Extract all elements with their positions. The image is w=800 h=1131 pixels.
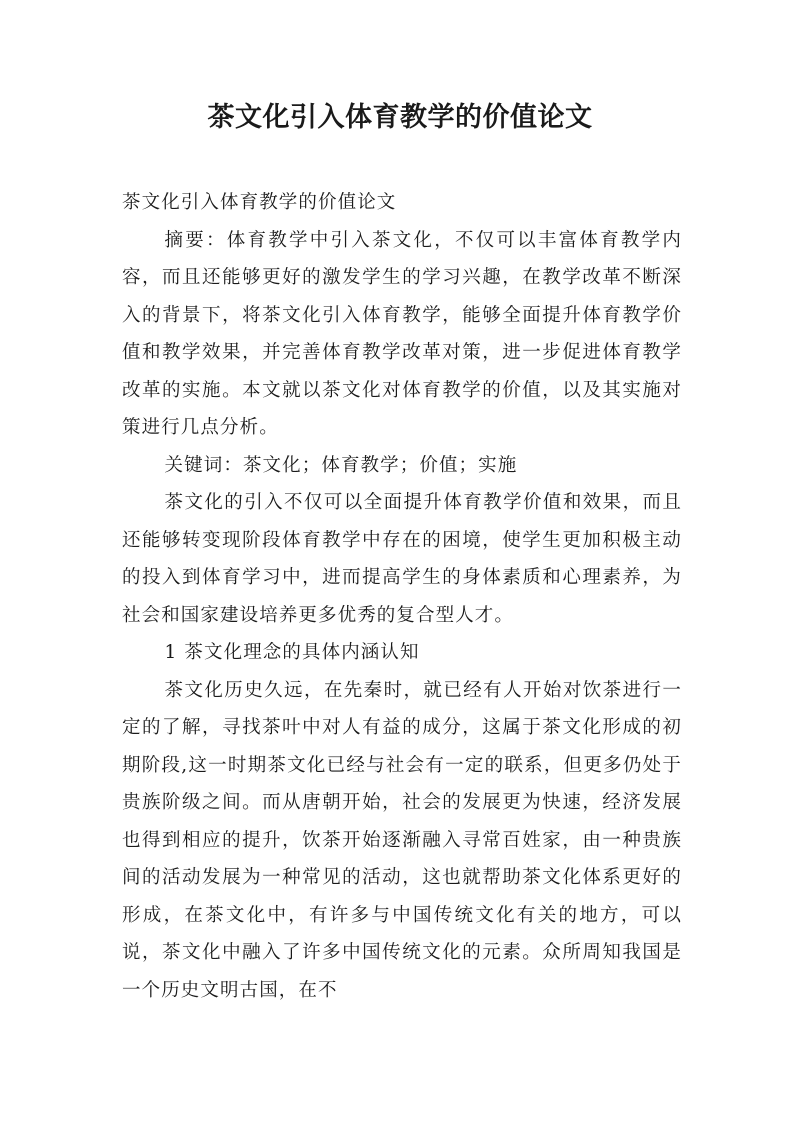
document-title: 茶文化引入体育教学的价值论文 — [207, 102, 593, 133]
intro-paragraph: 茶文化的引入不仅可以全面提升体育教学价值和效果，而且还能够转变现阶段体育教学中存在的困境，使学生更加积极主动的投入到体育学习中，进而提高学生的身体素质和心理素养，为社会和国家建设培养更多优秀的复合型人才。 — [122, 492, 682, 626]
section-heading: 1 茶文化理念的具体内涵认知 — [164, 642, 420, 663]
keywords-paragraph: 关键词：茶文化；体育教学；价值；实施 — [164, 454, 518, 476]
document-subtitle: 茶文化引入体育教学的价值论文 — [122, 192, 397, 213]
document-body — [122, 184, 682, 1009]
section-paragraph: 茶文化历史久远，在先秦时，就已经有人开始对饮茶进行一定的了解，寻找茶叶中对人有益的成分，这属于茶文化形成的初期阶段,这一时期茶文化已经与社会有一定的联系，但更多仍处于贵族阶级之间。而从唐朝开始，社会的发展更为快速，经济发展也得到相应的提升，饮茶开始逐渐融入寻常百姓家，由一种贵族间的活动发展为一种常见的活动，这也就帮助茶文化体系更好的形成，在茶文化中，有许多与中国传统文化有关的地方，可以说，茶文化中融入了许多中国传统文化的元素。众所周知我国是一个历史文明古国，在不 — [122, 679, 682, 1001]
abstract-paragraph: 摘要：体育教学中引入茶文化，不仅可以丰富体育教学内容，而且还能够更好的激发学生的学习兴趣，在教学改革不断深入的背景下，将茶文化引入体育教学，能够全面提升体育教学价值和教学效果，并完善体育教学改革对策，进一步促进体育教学改革的实施。本文就以茶文化对体育教学的价值，以及其实施对策进行几点分析。 — [122, 229, 682, 438]
